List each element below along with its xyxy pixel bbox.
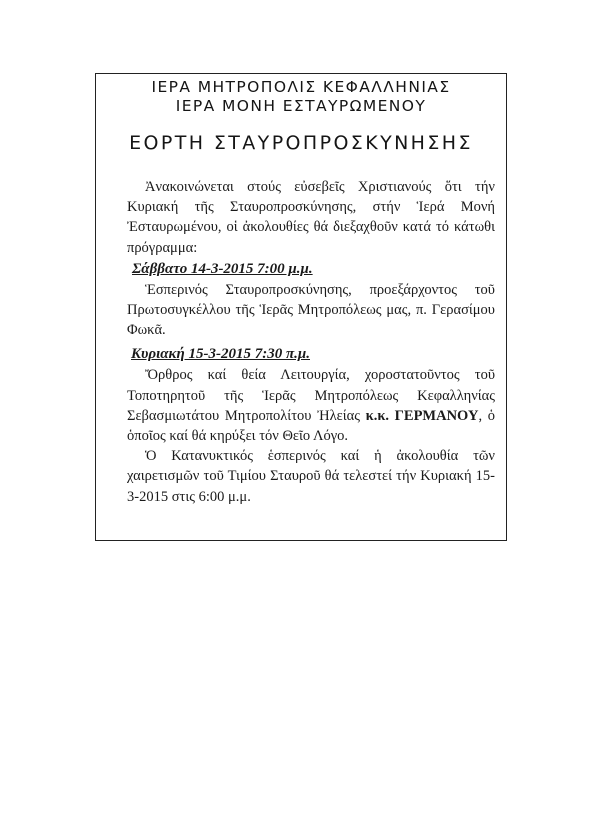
monastery-name: ΙΕΡΑ ΜΟΝΗ ΕΣΤΑΥΡΩΜΕΝΟΥ	[175, 97, 427, 115]
announcement-body	[127, 177, 495, 507]
sunday-text-after: , ὁ ὁποῖος καί θά κηρύξει τόν Θεῖο Λόγο.	[127, 407, 495, 445]
sunday-heading: Κυριακή 15-3-2015 7:30 π.μ.	[131, 346, 310, 363]
bishop-name: κ.κ. ΓΕΡΜΑΝΟΥ	[365, 407, 479, 424]
sunday-description	[127, 365, 495, 446]
closing-paragraph: Ὁ Κατανυκτικός ἑσπερινός καί ἡ ἀκολουθία τῶν χαιρετισμῶν τοῦ Τιμίου Σταυροῦ θά τελεστεί τήν Κυριακή 15-3-2015 στις 6:00 μ.μ.	[127, 448, 495, 505]
metropolis-name: ΙΕΡΑ ΜΗΤΡΟΠΟΛΙΣ ΚΕΦΑΛΛΗΝΙΑΣ	[151, 78, 451, 96]
notice-box	[95, 73, 507, 541]
saturday-heading: Σάββατο 14-3-2015 7:00 μ.μ.	[132, 260, 313, 277]
saturday-description: Ἑσπερινός Σταυροπροσκύνησης, προεξάρχοντος τοῦ Πρωτοσυγκέλλου τῆς Ἱερᾶς Μητροπόλεως μας, π. Γερασίμου Φωκᾶ.	[127, 281, 495, 339]
sunday-text-before: Ὄρθρος καί θεία Λειτουργία, χοροστατοῦντος τοῦ Τοποτηρητοῦ τῆς Ἱερᾶς Μητροπόλεως Κεφαλληνίας Σεβασμιωτάτου Μητροπολίτου Ἠλείας	[127, 367, 495, 424]
intro-paragraph: Ἀνακοινώνεται στούς εὐσεβεῖς Χριστιανούς ὅτι τήν Κυριακή τῆς Σταυροπροσκύνησης, στήν Ἱερά Μονή Ἐσταυρωμένου, οἱ ἀκολουθίες θά διεξαχθοῦν κατά τό κάτωθι πρόγραμμα:	[127, 179, 495, 256]
feast-title: ΕΟΡΤΗ ΣΤΑΥΡΟΠΡΟΣΚΥΝΗΣΗΣ	[129, 132, 473, 154]
